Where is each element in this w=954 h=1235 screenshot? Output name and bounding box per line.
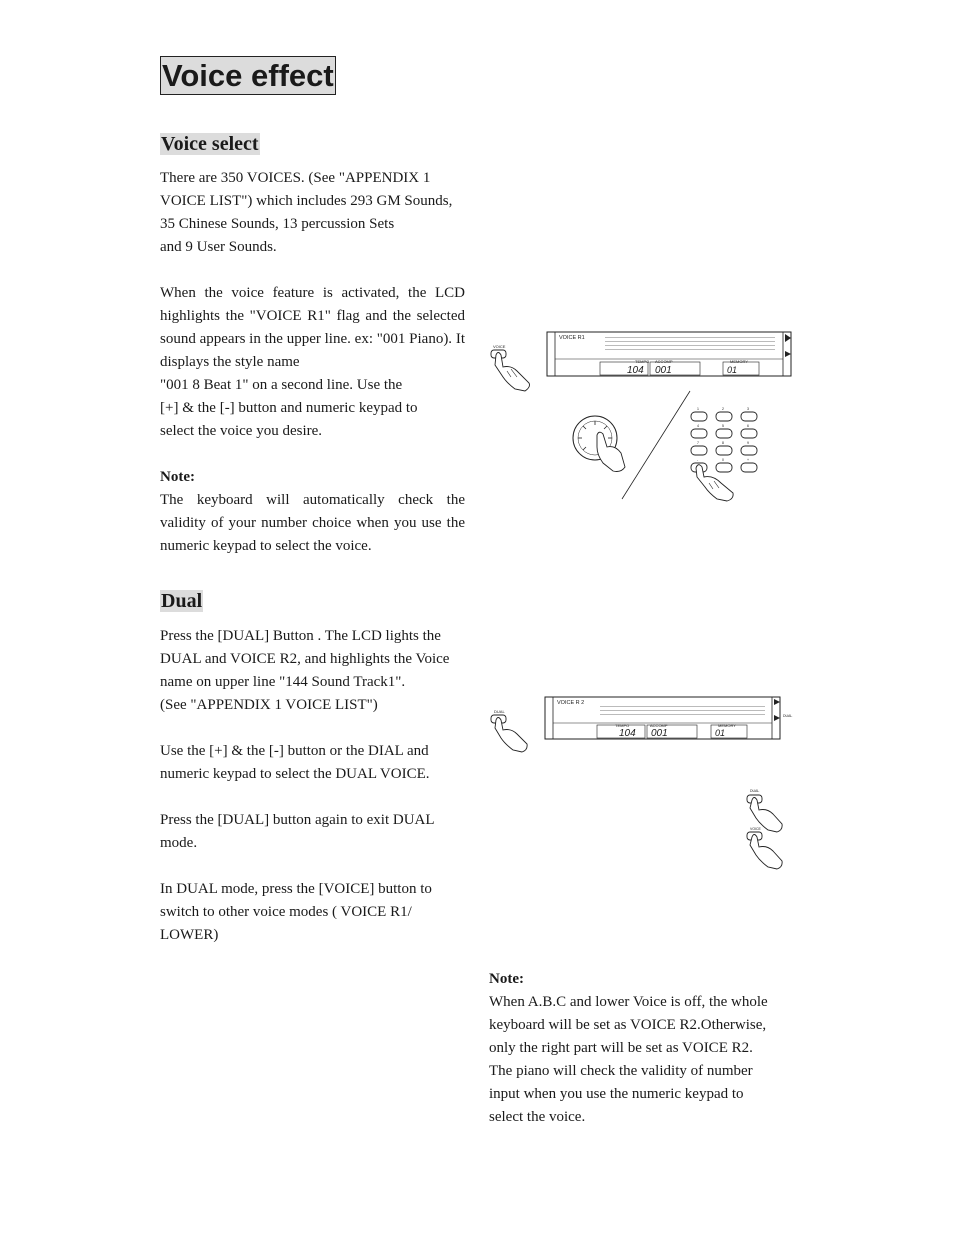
lcd-memory-label: MEMORY bbox=[718, 723, 736, 728]
side-note-line: select the voice. bbox=[489, 1109, 586, 1125]
hand-press-icon bbox=[491, 709, 527, 752]
lcd-style-label: ACCOMP bbox=[655, 359, 673, 364]
note-label: Note: bbox=[160, 469, 195, 485]
lcd-paragraph: When the voice feature is activated, the LCD highlights the "VOICE R1" flag and the selected sound appears in the upper line. ex: "001 Piano). It displays the style name bbox=[160, 285, 465, 370]
dual-voice-buttons-illustration bbox=[740, 786, 790, 872]
voice-button-label: VOICE bbox=[750, 827, 761, 831]
page-title: Voice effect bbox=[162, 58, 334, 93]
keypad-label: 4 bbox=[697, 424, 699, 428]
voice-button-label: VOICE bbox=[493, 344, 506, 349]
keypad-label: 0 bbox=[722, 458, 724, 462]
dual-illustration bbox=[485, 690, 795, 762]
dual-line: Use the [+] & the [-] button or the DIAL and bbox=[160, 743, 429, 759]
dual-line: DUAL and VOICE R2, and highlights the Voice bbox=[160, 651, 450, 667]
dual-line: name on upper line "144 Sound Track1". bbox=[160, 674, 406, 690]
dual-line: (See "APPENDIX 1 VOICE LIST") bbox=[160, 697, 378, 713]
side-note-line: The piano will check the validity of number bbox=[489, 1063, 753, 1079]
lcd-style-value: 001 bbox=[655, 365, 672, 376]
style-line: select the voice you desire. bbox=[160, 423, 323, 439]
side-note-line: only the right part will be set as VOICE R2. bbox=[489, 1040, 753, 1056]
hand-press-icon bbox=[747, 789, 782, 832]
keypad-label: 6 bbox=[747, 424, 749, 428]
keypad-label: 5 bbox=[722, 424, 724, 428]
style-line: "001 8 Beat 1" on a second line. Use the bbox=[160, 377, 403, 393]
lcd-tempo-value: 104 bbox=[627, 365, 644, 376]
dual-button-label: DUAL bbox=[750, 789, 760, 793]
keypad-label: 9 bbox=[747, 441, 749, 445]
intro-line: 35 Chinese Sounds, 13 percussion Sets bbox=[160, 216, 395, 232]
hand-press-icon bbox=[747, 827, 782, 869]
dual-line: switch to other voice modes ( VOICE R1/ bbox=[160, 904, 412, 920]
lcd-memory-value: 01 bbox=[715, 728, 726, 738]
dual-line: Press the [DUAL] Button . The LCD lights the bbox=[160, 628, 441, 644]
dual-line: In DUAL mode, press the [VOICE] button to bbox=[160, 881, 432, 897]
voice-select-heading: Voice select bbox=[161, 133, 259, 155]
dual-line: mode. bbox=[160, 835, 198, 851]
keypad-label: 1 bbox=[697, 407, 699, 411]
hand-press-icon bbox=[491, 344, 530, 391]
side-note-line: When A.B.C and lower Voice is off, the whole bbox=[489, 994, 768, 1010]
side-note-line: input when you use the numeric keypad to bbox=[489, 1086, 744, 1102]
keypad-label: + bbox=[747, 458, 750, 462]
dial-icon bbox=[573, 416, 625, 472]
dual-line: LOWER) bbox=[160, 927, 219, 943]
keypad-icon bbox=[691, 407, 757, 501]
intro-line: VOICE LIST") which includes 293 GM Sounds, bbox=[160, 193, 453, 209]
intro-line: There are 350 VOICES. (See "APPENDIX 1 bbox=[160, 170, 431, 186]
side-note bbox=[489, 968, 789, 1129]
lcd-memory-label: MEMORY bbox=[730, 359, 748, 364]
dual-line: Press the [DUAL] button again to exit DUAL bbox=[160, 812, 435, 828]
dual-text bbox=[160, 625, 470, 947]
lcd-style-label: ACCOMP bbox=[650, 723, 668, 728]
dual-line: numeric keypad to select the DUAL VOICE. bbox=[160, 766, 430, 782]
lcd-tempo-label: TEMPO bbox=[615, 723, 630, 728]
lcd-tempo-value: 104 bbox=[619, 728, 636, 739]
lcd-side-label: DUAL bbox=[783, 714, 793, 718]
keypad-label: 3 bbox=[747, 407, 749, 411]
lcd-display-icon bbox=[545, 697, 792, 739]
lcd-style-value: 001 bbox=[651, 728, 668, 739]
keypad-label: - bbox=[697, 458, 699, 462]
lcd-memory-value: 01 bbox=[727, 365, 738, 375]
note-text: The keyboard will automatically check the validity of your number choice when you use the numeric keypad to select the voice. bbox=[160, 492, 465, 554]
side-note-label: Note: bbox=[489, 971, 524, 987]
keypad-label: 2 bbox=[722, 407, 724, 411]
dual-button-label: DUAL bbox=[494, 709, 505, 714]
intro-line: and 9 User Sounds. bbox=[160, 239, 277, 255]
side-note-line: keyboard will be set as VOICE R2.Otherwise, bbox=[489, 1017, 767, 1033]
lcd-tempo-label: TEMPO bbox=[635, 359, 650, 364]
voice-select-illustration bbox=[485, 325, 800, 510]
keypad-label: 7 bbox=[697, 441, 699, 445]
lcd-display-icon bbox=[547, 332, 791, 376]
lcd-flag: VOICE R 2 bbox=[557, 700, 585, 706]
dual-heading: Dual bbox=[161, 590, 203, 612]
lcd-flag: VOICE R1 bbox=[559, 335, 585, 341]
keypad-label: 8 bbox=[722, 441, 724, 445]
voice-select-text bbox=[160, 167, 465, 558]
style-line: [+] & the [-] button and numeric keypad to bbox=[160, 400, 418, 416]
